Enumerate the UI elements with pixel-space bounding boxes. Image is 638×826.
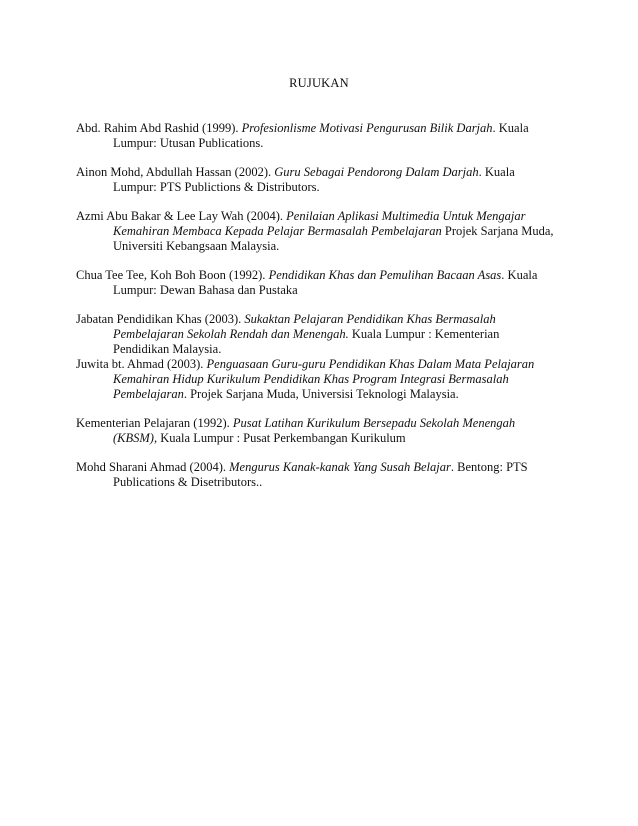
reference-author-year: Azmi Abu Bakar & Lee Lay Wah (2004). bbox=[76, 209, 287, 223]
reference-title: Profesionlisme Motivasi Pengurusan Bilik Darjah bbox=[241, 121, 493, 135]
reference-entry bbox=[76, 416, 556, 446]
reference-entry bbox=[76, 460, 556, 490]
reference-entry bbox=[76, 165, 556, 195]
reference-author-year: Abd. Rahim Abd Rashid (1999). bbox=[76, 121, 242, 135]
reference-title: Pendidikan Khas dan Pemulihan Bacaan Asas bbox=[268, 268, 502, 282]
reference-publisher: . Kuala Lumpur: PTS Publictions & Distributors. bbox=[113, 165, 515, 194]
reference-list bbox=[76, 121, 556, 504]
reference-publisher: . Kuala Lumpur: Utusan Publications. bbox=[113, 121, 529, 150]
reference-entry bbox=[76, 209, 556, 254]
reference-entry bbox=[76, 357, 556, 402]
reference-entry bbox=[76, 312, 556, 357]
reference-publisher: . Projek Sarjana Muda, Universisi Teknologi Malaysia. bbox=[183, 387, 459, 401]
reference-publisher: Kuala Lumpur : Kementerian Pendidikan Malaysia. bbox=[113, 327, 500, 356]
reference-entry bbox=[76, 121, 556, 151]
reference-title: Penguasaan Guru-guru Pendidikan Khas Dalam Mata Pelajaran Kemahiran Hidup Kurikulum Pendidikan Khas Program Integrasi Bermasalah Pembelajaran bbox=[113, 357, 535, 401]
reference-publisher: Kuala Lumpur : Pusat Perkembangan Kurikulum bbox=[157, 431, 406, 445]
reference-author-year: Ainon Mohd, Abdullah Hassan (2002). bbox=[76, 165, 275, 179]
page-title: RUJUKAN bbox=[289, 76, 349, 90]
reference-publisher: Projek Sarjana Muda, Universiti Kebangsaan Malaysia. bbox=[113, 224, 554, 253]
reference-author-year: Kementerian Pelajaran (1992). bbox=[76, 416, 233, 430]
reference-title: Mengurus Kanak-kanak Yang Susah Belajar bbox=[229, 460, 451, 474]
reference-author-year: Juwita bt. Ahmad (2003). bbox=[76, 357, 207, 371]
reference-publisher: . Bentong: PTS Publications & Disetributors.. bbox=[113, 460, 528, 489]
reference-title: Guru Sebagai Pendorong Dalam Darjah bbox=[274, 165, 479, 179]
reference-publisher: . Kuala Lumpur: Dewan Bahasa dan Pustaka bbox=[113, 268, 538, 297]
reference-title: Sukaktan Pelajaran Pendidikan Khas Bermasalah Pembelajaran Sekolah Rendah dan Menengah. bbox=[113, 312, 496, 341]
reference-author-year: Mohd Sharani Ahmad (2004). bbox=[76, 460, 230, 474]
reference-title: Pusat Latihan Kurikulum Bersepadu Sekolah Menengah (KBSM), bbox=[113, 416, 516, 445]
reference-author-year: Jabatan Pendidikan Khas (2003). bbox=[76, 312, 245, 326]
reference-author-year: Chua Tee Tee, Koh Boh Boon (1992). bbox=[76, 268, 269, 282]
reference-title: Penilaian Aplikasi Multimedia Untuk Mengajar Kemahiran Membaca Kepada Pelajar Bermasalah Pembelajaran bbox=[113, 209, 526, 238]
reference-entry bbox=[76, 268, 556, 298]
